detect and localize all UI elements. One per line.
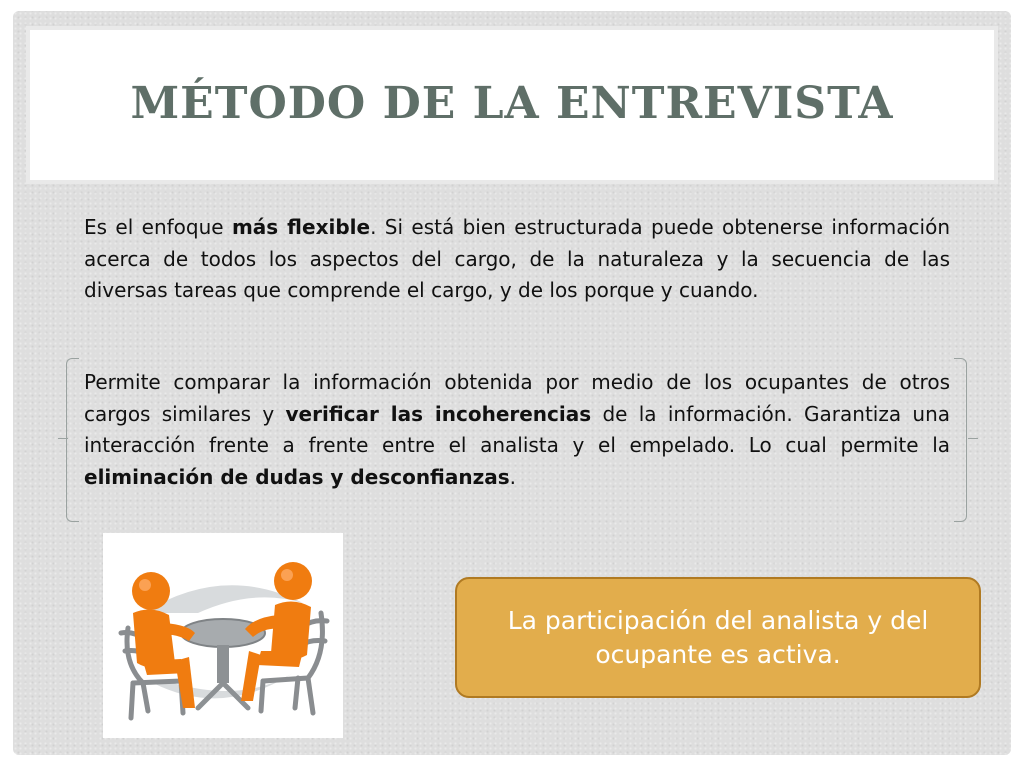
paragraph-benefits — [84, 367, 950, 493]
right-bracket-tick — [968, 438, 978, 439]
slide-title: MÉTODO DE LA ENTREVISTA — [130, 78, 894, 129]
right-bracket — [954, 358, 967, 522]
callout-text: La participación del analista y del ocupante es activa. — [507, 605, 929, 669]
interview-figures-icon — [103, 533, 343, 738]
paragraph-intro-bold-1: más flexible — [231, 215, 371, 239]
left-bracket-tick — [58, 438, 68, 439]
paragraph-intro — [84, 212, 950, 307]
callout-box — [455, 577, 981, 698]
paragraph-benefits-text-1: Permite comparar la información obtenida por medio de los ocupantes de otros cargos similares y — [84, 370, 950, 426]
paragraph-benefits-bold-1: verificar las incoherencias — [285, 401, 592, 426]
paragraph-benefits-text-2: de la información. Garantiza una interacción frente a frente entre el analista y el empelado. Lo cual permite la — [84, 401, 951, 457]
paragraph-benefits-text-3: . — [509, 464, 517, 489]
left-bracket — [66, 358, 79, 522]
paragraph-intro-text-2: . Si está bien estructurada puede obtenerse información acerca de todos los aspectos del cargo, de la naturaleza y la secuencia de las diversas tareas que comprende el cargo, y de los porque y cuando. — [84, 215, 950, 302]
paragraph-intro-text-1: Es el enfoque — [84, 215, 232, 239]
paragraph-benefits-bold-2: eliminación de dudas y desconfianzas — [84, 464, 510, 489]
interview-illustration — [103, 533, 343, 738]
